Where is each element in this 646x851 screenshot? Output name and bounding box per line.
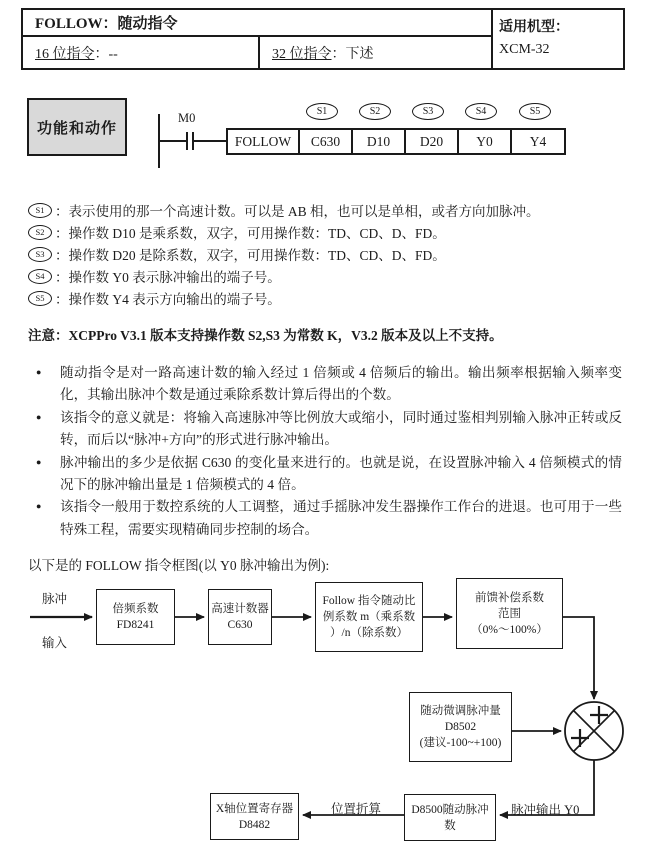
bit32-value: ：下述: [331, 46, 374, 62]
list-item-text: ：操作数 Y0 表示脉冲输出的端子号。: [55, 270, 281, 285]
bullet-item: [28, 452, 622, 497]
input-label-in: 输入: [42, 636, 68, 650]
box-freq-coefficient: [96, 589, 175, 645]
list-item: [28, 287, 281, 309]
list-item: [28, 265, 281, 287]
bit16-value: ：--: [94, 46, 118, 62]
box-line: D8502: [444, 721, 477, 733]
header-title-cell: [23, 10, 493, 37]
box-line: X轴位置寄存器: [215, 802, 294, 815]
bullet-text: 该指令一般用于数控系统的人工调整，通过手摇脉冲发生器操作工作台的进退。也可用于一些特殊工程，需要实现精确同步控制的场合。: [60, 499, 622, 537]
box-follow-ratio: [315, 582, 423, 652]
s2-tag-ellipse: S2: [359, 103, 391, 120]
bullet-text: 脉冲输出的多少是依据 C630 的变化量来进行的。也就是说，在设置脉冲输入 4 倍频模式的情况下的脉冲输出量是 1 倍频模式的 4 倍。: [60, 454, 622, 493]
bullet-item: [28, 496, 622, 541]
note-line: 注意：XCPPro V3.1 版本支持操作数 S2,S3 为常数 K，V3.2 版本及以上不支持。: [28, 328, 503, 343]
box-x-axis-register: [210, 793, 299, 840]
arrow-feedforward-to-sum: [563, 617, 594, 699]
box-feedforward-coefficient: [456, 578, 563, 649]
instruction-block: [226, 128, 566, 155]
bullet-text: 该指令的意义就是：将输入高速脉冲等比例放大或缩小，同时通过鉴相判别输入脉冲正转或反转，而后以“脉冲+方向”的形式进行脉冲输出。: [60, 409, 622, 448]
follow-block-diagram: [0, 562, 646, 851]
bullet-dot: ●: [36, 501, 42, 512]
box-trim-pulse: [409, 692, 512, 762]
s5-badge: S5: [28, 291, 52, 306]
description-bullets: [28, 362, 622, 541]
box-line: 前馈补偿系数: [475, 591, 544, 604]
contact-bar-left: [186, 132, 188, 150]
ladder-wire-segment: [194, 140, 226, 142]
operand-cell-s4: Y0: [457, 130, 510, 153]
list-item: [28, 221, 446, 243]
function-section-label: [27, 98, 127, 156]
bullet-item: [28, 407, 622, 452]
header-table: [21, 8, 625, 70]
applicable-model-label: 适用机型：: [499, 20, 569, 35]
edge-label-position-calc: 位置折算: [331, 802, 382, 816]
header-32bit-cell: [258, 37, 493, 68]
operand-cell-s2: D10: [351, 130, 404, 153]
box-line: D8482: [238, 818, 271, 831]
box-line: 数: [444, 819, 456, 832]
list-item-text: ：操作数 Y4 表示方向输出的端子号。: [55, 292, 281, 307]
box-line: 例系数 m（乘系数: [322, 611, 416, 623]
s4-tag-ellipse: S4: [465, 103, 497, 120]
applicable-model-value: XCM-32: [499, 42, 550, 57]
s3-tag-ellipse: S3: [412, 103, 444, 120]
box-line: 倍频系数: [112, 603, 159, 615]
operand-cell-s1: C630: [298, 130, 351, 153]
bullet-text: 随动指令是对一路高速计数的输入经过 1 倍频或 4 倍频后的输出。输出频率根据输入频率变化，其输出脉冲个数是通过乘除系数计算后得出的个数。: [60, 365, 622, 403]
s3-badge: S3: [28, 247, 52, 262]
instruction-mnemonic-cell: FOLLOW: [234, 133, 292, 149]
list-item-text: ：表示使用的那一个高速计数。可以是 AB 相，也可以是单相，或者方向加脉冲。: [55, 204, 540, 219]
function-label-text: 功能和动作: [36, 120, 117, 137]
bullet-item: [28, 362, 622, 407]
box-line: Follow 指令随动比: [322, 595, 416, 607]
bullet-dot: ●: [36, 411, 42, 422]
list-item-text: ：操作数 D10 是乘系数，双字，可用操作数：TD、CD、D、FD。: [55, 226, 446, 241]
box-line: FD8241: [116, 619, 155, 631]
s5-tag-ellipse: S5: [519, 103, 551, 120]
header-16bit-cell: [23, 37, 260, 68]
box-line: 高速计数器: [211, 603, 269, 615]
operand-cell-s5: Y4: [510, 130, 564, 153]
box-follow-pulse-count: [404, 794, 496, 841]
box-line: D8500随动脉冲: [411, 803, 489, 816]
edge-label-pulse-out: 脉冲输出 Y0: [511, 803, 580, 817]
list-item: [28, 199, 540, 221]
box-highspeed-counter: [208, 589, 272, 645]
bit32-label: 32 位指令: [272, 46, 332, 62]
box-line: C630: [227, 619, 253, 631]
s1-badge: S1: [28, 203, 52, 218]
box-line: （0%～100%）: [471, 623, 548, 636]
ladder-wire-segment: [158, 140, 186, 142]
s2-badge: S2: [28, 225, 52, 240]
box-line: (建议-100~+100): [419, 737, 502, 749]
header-model-cell: [493, 10, 623, 68]
s4-badge: S4: [28, 269, 52, 284]
box-line: ）/n（除系数）: [330, 627, 408, 639]
input-label-pulse: 脉冲: [42, 592, 68, 606]
bullet-dot: ●: [36, 456, 42, 467]
bullet-dot: ●: [36, 367, 42, 377]
box-line: 随动微调脉冲量: [420, 705, 501, 717]
list-item: [28, 243, 446, 265]
bit16-label: 16 位指令: [35, 46, 95, 62]
list-item-text: ：操作数 D20 是除系数，双字，可用操作数：TD、CD、D、FD。: [55, 248, 446, 263]
instruction-title: FOLLOW：随动指令: [35, 16, 178, 32]
diagram-intro-line: 以下是的 FOLLOW 指令框图(以 Y0 脉冲输出为例):: [28, 558, 330, 573]
box-line: 范围: [498, 607, 521, 620]
contact-label: M0: [178, 111, 196, 125]
operand-cell-s3: D20: [404, 130, 457, 153]
s1-tag-ellipse: S1: [306, 103, 338, 120]
